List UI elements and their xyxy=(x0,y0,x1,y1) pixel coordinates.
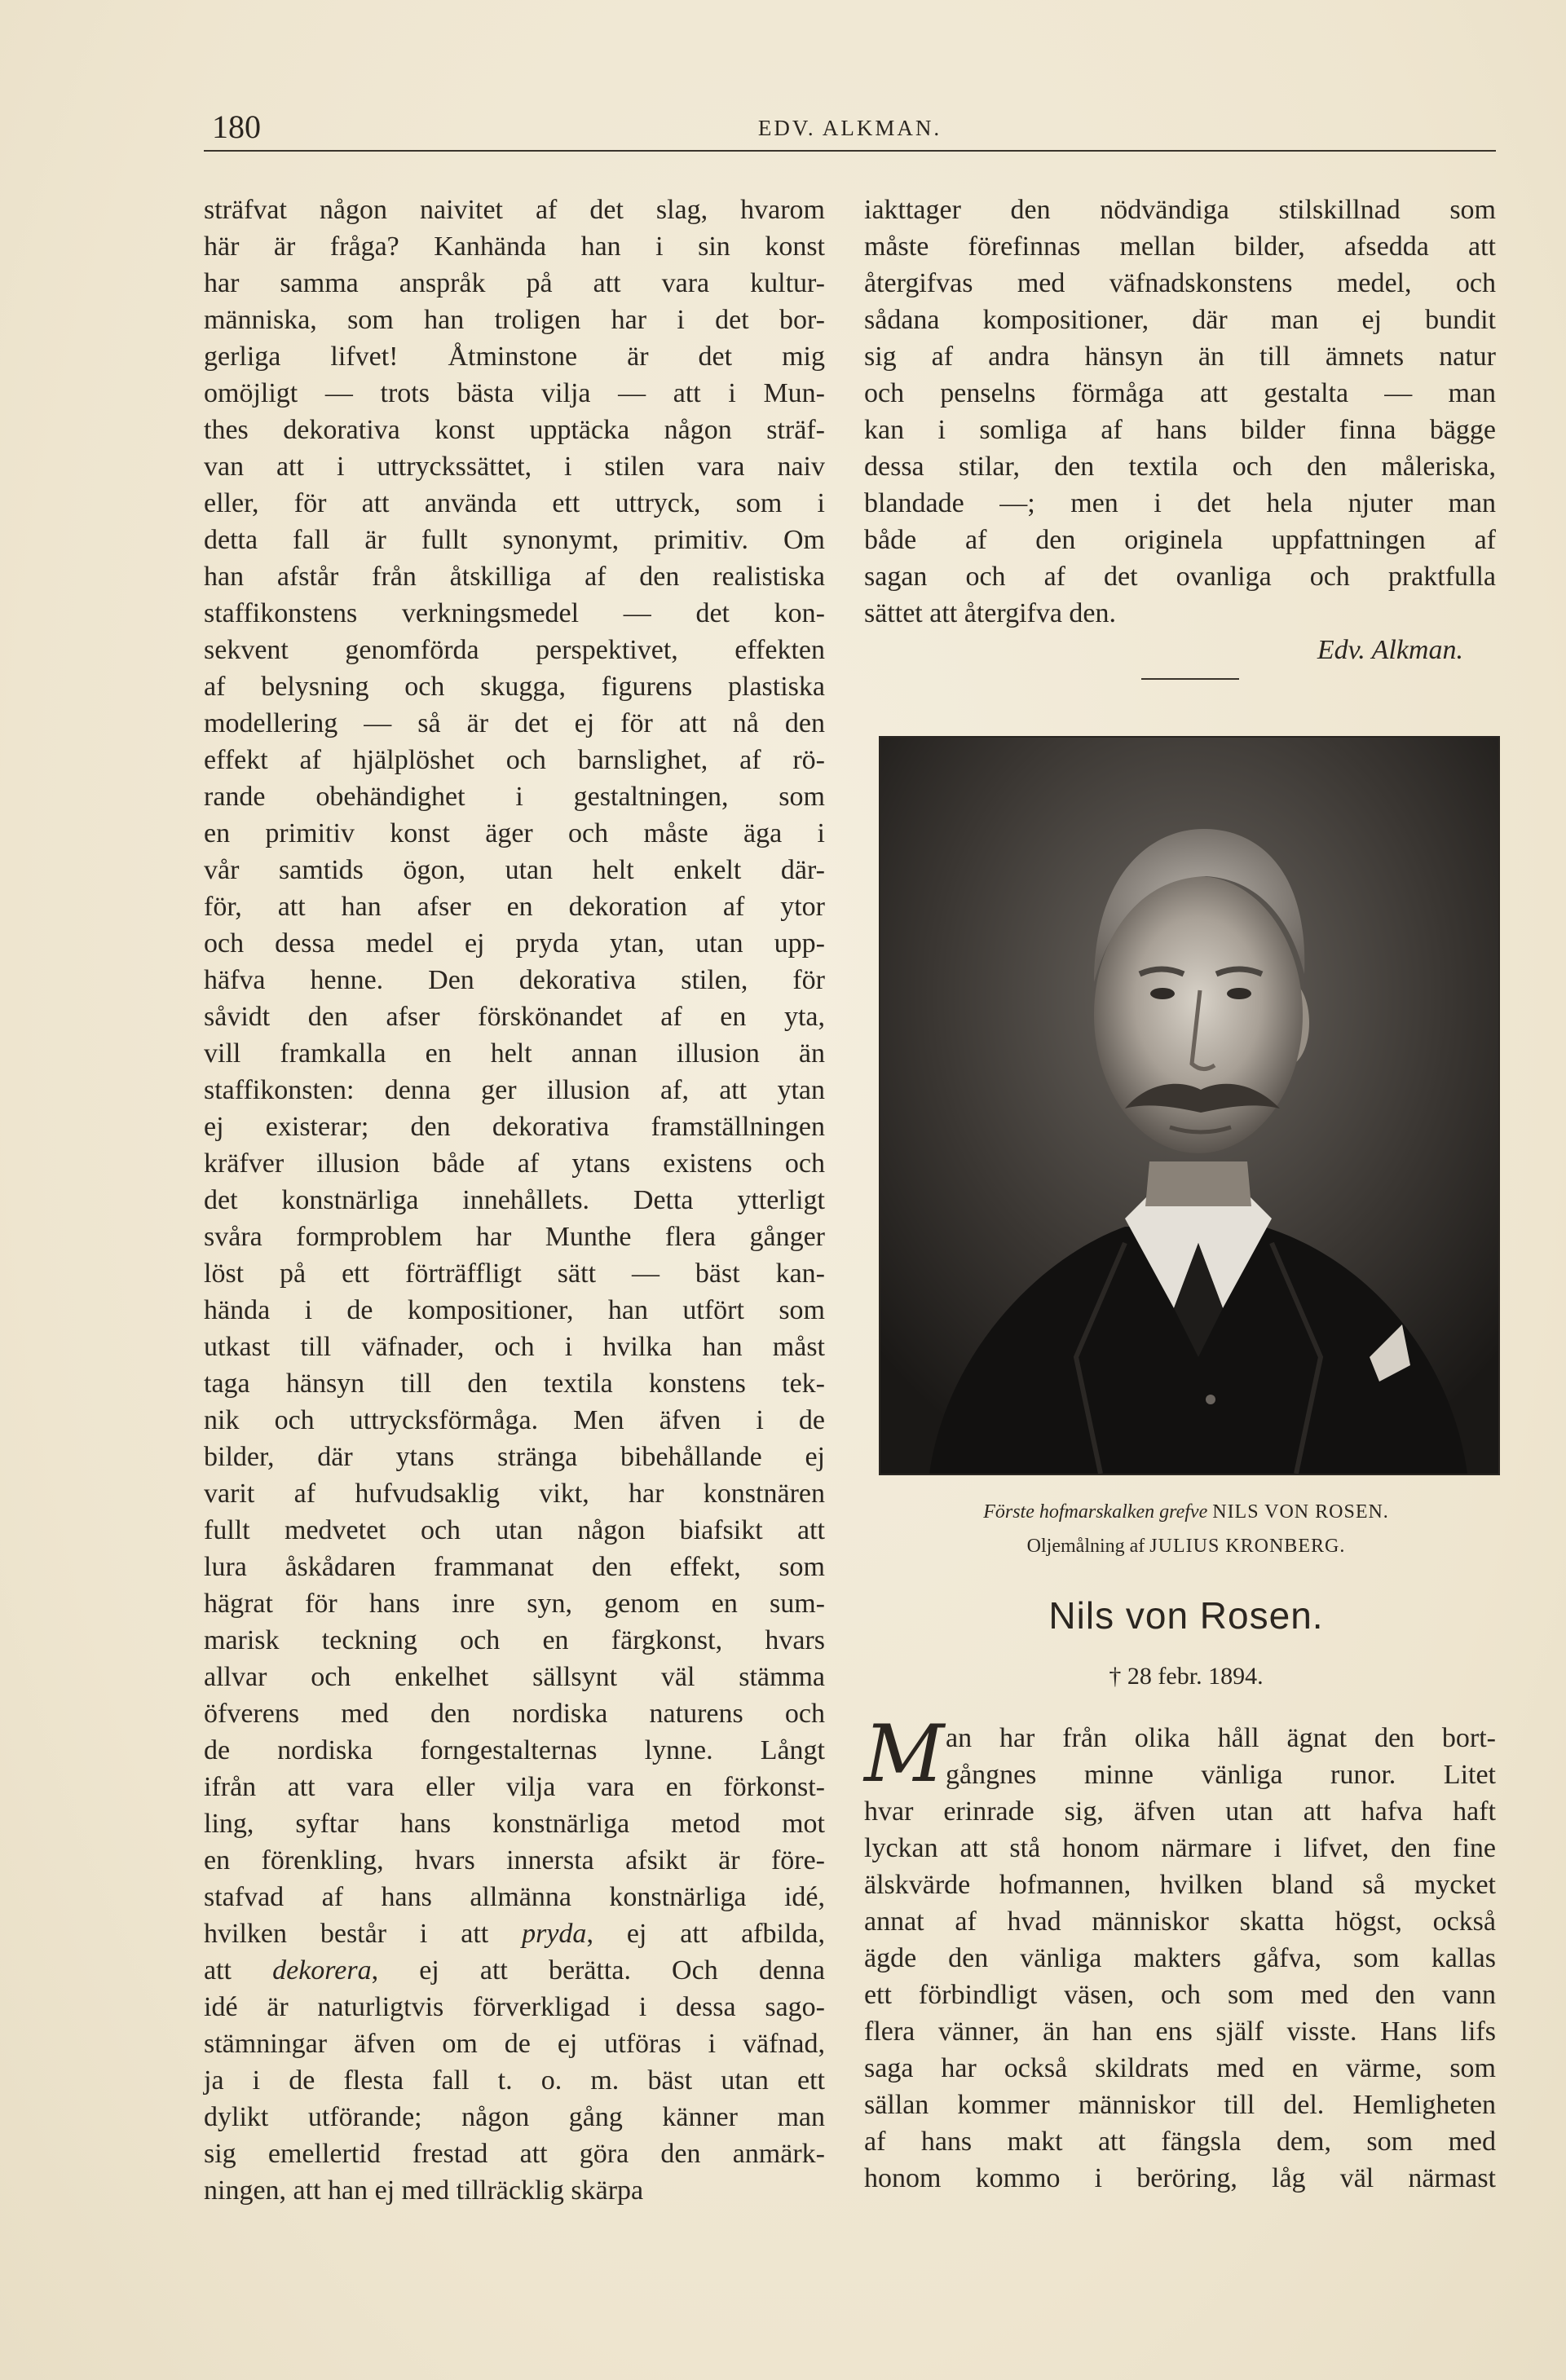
text-line: varit af hufvudsaklig vikt, har konstnären xyxy=(204,1479,825,1509)
text-line: sådana kompositioner, där man ej bundit xyxy=(864,305,1496,335)
text-line: annat af hvad människor skatta högst, också xyxy=(864,1906,1496,1937)
text-line: en förenkling, hvars innersta afsikt är före- xyxy=(204,1845,825,1875)
text-line: älskvärde hofmannen, hvilken bland så mycket xyxy=(864,1870,1496,1900)
text-line: lura åskådaren frammanat den effekt, som xyxy=(204,1552,825,1582)
text-line: gerliga lifvet! Åtminstone är det mig xyxy=(204,342,825,372)
text-line: modellering — så är det ej för att nå den xyxy=(204,708,825,738)
text-line: ett förbindligt väsen, och som med den vann xyxy=(864,1980,1496,2010)
text-line: kräfver illusion både af ytans existens och xyxy=(204,1148,825,1179)
text-line: an har från olika håll ägnat den bort- xyxy=(946,1723,1496,1753)
text-line: sällan kommer människor till del. Hemligheten xyxy=(864,2090,1496,2120)
text-line: ägde den vänliga makters gåfva, som kallas xyxy=(864,1943,1496,1973)
text-line: ja i de flesta fall t. o. m. bäst utan ett xyxy=(204,2065,825,2096)
obituary-text xyxy=(864,1708,1496,2197)
text-line: af belysning och skugga, figurens plastiska xyxy=(204,672,825,702)
text-line: utkast till väfnader, och i hvilka han måst xyxy=(204,1332,825,1362)
text-line: dessa stilar, den textila och den måleriska, xyxy=(864,452,1496,482)
text-line: för, att han afser en dekoration af ytor xyxy=(204,892,825,922)
text-line: har samma anspråk på att vara kultur- xyxy=(204,268,825,298)
caption-name: NILS VON ROSEN. xyxy=(1212,1501,1389,1523)
text-line: löst på ett förträffligt sätt — bäst kan- xyxy=(204,1258,825,1289)
portrait-caption xyxy=(864,1498,1508,1526)
text-line: ling, syftar hans konstnärliga metod mot xyxy=(204,1809,825,1839)
text-line: saga har också skildrats med en värme, som xyxy=(864,2053,1496,2083)
text-line: en primitiv konst äger och måste äga i xyxy=(204,818,825,848)
text-line: hägrat för hans inre syn, genom en sum- xyxy=(204,1589,825,1619)
page-number: 180 xyxy=(212,108,261,145)
running-head: EDV. ALKMAN. xyxy=(757,116,942,140)
text-line: rande obehändighet i gestaltningen, som xyxy=(204,782,825,812)
portrait-illustration xyxy=(880,738,1498,1474)
text-line: sig emellertid frestad att göra den anmärk- xyxy=(204,2139,825,2169)
text-line: marisk teckning och en färgkonst, hvars xyxy=(204,1625,825,1655)
text-line: sagan och af det ovanliga och praktfulla xyxy=(864,562,1496,592)
text-line: dylikt utförande; någon gång känner man xyxy=(204,2102,825,2132)
obituary-title: Nils von Rosen. xyxy=(1048,1594,1324,1637)
text-line: fullt medvetet och utan någon biafsikt att xyxy=(204,1515,825,1545)
text-line: och penselns förmåga att gestalta — man xyxy=(864,378,1496,408)
text-line: lyckan att stå honom närmare i lifvet, den fine xyxy=(864,1833,1496,1863)
text-line: vill framkalla en helt annan illusion än xyxy=(204,1038,825,1069)
text-line: blandade —; men i det hela njuter man xyxy=(864,488,1496,518)
caption-title: Förste hofmarskalken grefve xyxy=(983,1501,1208,1523)
text-line: van att i uttryckssättet, i stilen vara naiv xyxy=(204,452,825,482)
text-line: hvar erinrade sig, äfven utan att hafva haft xyxy=(864,1796,1496,1827)
text-line: detta fall är fullt synonymt, primitiv. Om xyxy=(204,525,825,555)
text-line-dekorera: att dekorera, ej att berätta. Och denna xyxy=(204,1955,826,1986)
text-line: kan i somliga af hans bilder finna bägge xyxy=(864,415,1496,445)
emphasis-dekorera: dekorera xyxy=(272,1955,372,1986)
text-line: både af den originela uppfattningen af xyxy=(864,525,1496,555)
left-text-column xyxy=(204,192,825,2209)
text-line: återgifvas med väfnadskonstens medel, och xyxy=(864,268,1496,298)
text-line: sig af andra hänsyn än till ämnets natur xyxy=(864,342,1496,372)
right-text-column xyxy=(864,192,1496,668)
text-line: han afstår från åtskilliga af den realistiska xyxy=(204,562,825,592)
caption-medium: Oljemålning af xyxy=(1026,1536,1145,1557)
text-line: flera vänner, än han ens själf visste. Hans lifs xyxy=(864,2016,1496,2047)
emphasis-pryda: pryda xyxy=(522,1919,587,1949)
text-line: ej existerar; den dekorativa framställningen xyxy=(204,1112,825,1142)
text-line: iakttager den nödvändiga stilskillnad som xyxy=(864,195,1496,225)
text-line: här är fråga? Kanhända han i sin konst xyxy=(204,231,825,262)
text-line: ningen, att han ej med tillräcklig skärpa xyxy=(204,2175,644,2206)
text-line: taga hänsyn till den textila konstens tek- xyxy=(204,1368,825,1399)
text-line: stämningar äfven om de ej utföras i väfnad, xyxy=(204,2029,825,2059)
text-line: sättet att återgifva den. xyxy=(864,598,1117,628)
obituary-date: † 28 febr. 1894. xyxy=(1109,1663,1264,1690)
text-line: svåra formproblem har Munthe flera gånger xyxy=(204,1222,825,1252)
text-line: ifrån att vara eller vilja vara en förkonst- xyxy=(204,1772,825,1802)
text-line: häfva henne. Den dekorativa stilen, för xyxy=(204,965,825,995)
text-line: och dessa medel ej pryda ytan, utan upp- xyxy=(204,928,825,959)
portrait-photograph xyxy=(880,738,1498,1474)
text-line: eller, för att använda ett uttryck, som i xyxy=(204,488,825,518)
text-line: effekt af hjälplöshet och barnslighet, af rö- xyxy=(204,745,825,775)
text-line: af hans makt att fängsla dem, som med xyxy=(864,2127,1496,2157)
text-line: vår samtids ögon, utan helt enkelt där- xyxy=(204,855,825,885)
page-header xyxy=(204,104,1496,152)
text-line: hända i de kompositioner, han utfört som xyxy=(204,1295,825,1325)
text-line: stafvad af hans allmänna konstnärliga idé, xyxy=(204,1882,825,1912)
text-line: måste förefinnas mellan bilder, afsedda att xyxy=(864,231,1496,262)
text-line: gångnes minne vänliga runor. Litet xyxy=(946,1760,1496,1790)
text-line: idé är naturligtvis förverkligad i dessa sago- xyxy=(204,1992,825,2022)
text-line: staffikonsten: denna ger illusion af, att ytan xyxy=(204,1075,825,1105)
text-line: honom kommo i beröring, låg väl närmast xyxy=(864,2163,1496,2193)
text-line: människa, som han troligen har i det bor- xyxy=(204,305,825,335)
author-signature: Edv. Alkman. xyxy=(1317,635,1463,665)
text-line: sekvent genomförda perspektivet, effekten xyxy=(204,635,825,665)
text-line: bilder, där ytans stränga bibehållande ej xyxy=(204,1442,825,1472)
text-line: staffikonstens verkningsmedel — det kon- xyxy=(204,598,825,628)
text-line: de nordiska forngestalternas lynne. Långt xyxy=(204,1735,825,1765)
caption-painter: JULIUS KRONBERG. xyxy=(1149,1536,1346,1557)
text-line: omöjligt — trots bästa vilja — att i Mun- xyxy=(204,378,825,408)
text-line: thes dekorativa konst upptäcka någon sträf- xyxy=(204,415,825,445)
text-line: nik och uttrycksförmåga. Men äfven i de xyxy=(204,1405,825,1435)
text-line: öfverens med den nordiska naturens och xyxy=(204,1699,825,1729)
text-line-pryda: hvilken består i att pryda, ej att afbilda, xyxy=(204,1919,825,1949)
text-line: sträfvat någon naivitet af det slag, hvarom xyxy=(204,195,825,225)
drop-cap: M xyxy=(864,1708,945,1800)
text-line: allvar och enkelhet sällsynt väl stämma xyxy=(204,1662,825,1692)
text-line: såvidt den afser förskönandet af en yta, xyxy=(204,1002,825,1032)
section-divider xyxy=(1141,678,1239,680)
portrait-credit xyxy=(864,1532,1508,1560)
text-line: det konstnärliga innehållets. Detta ytterligt xyxy=(204,1185,825,1215)
